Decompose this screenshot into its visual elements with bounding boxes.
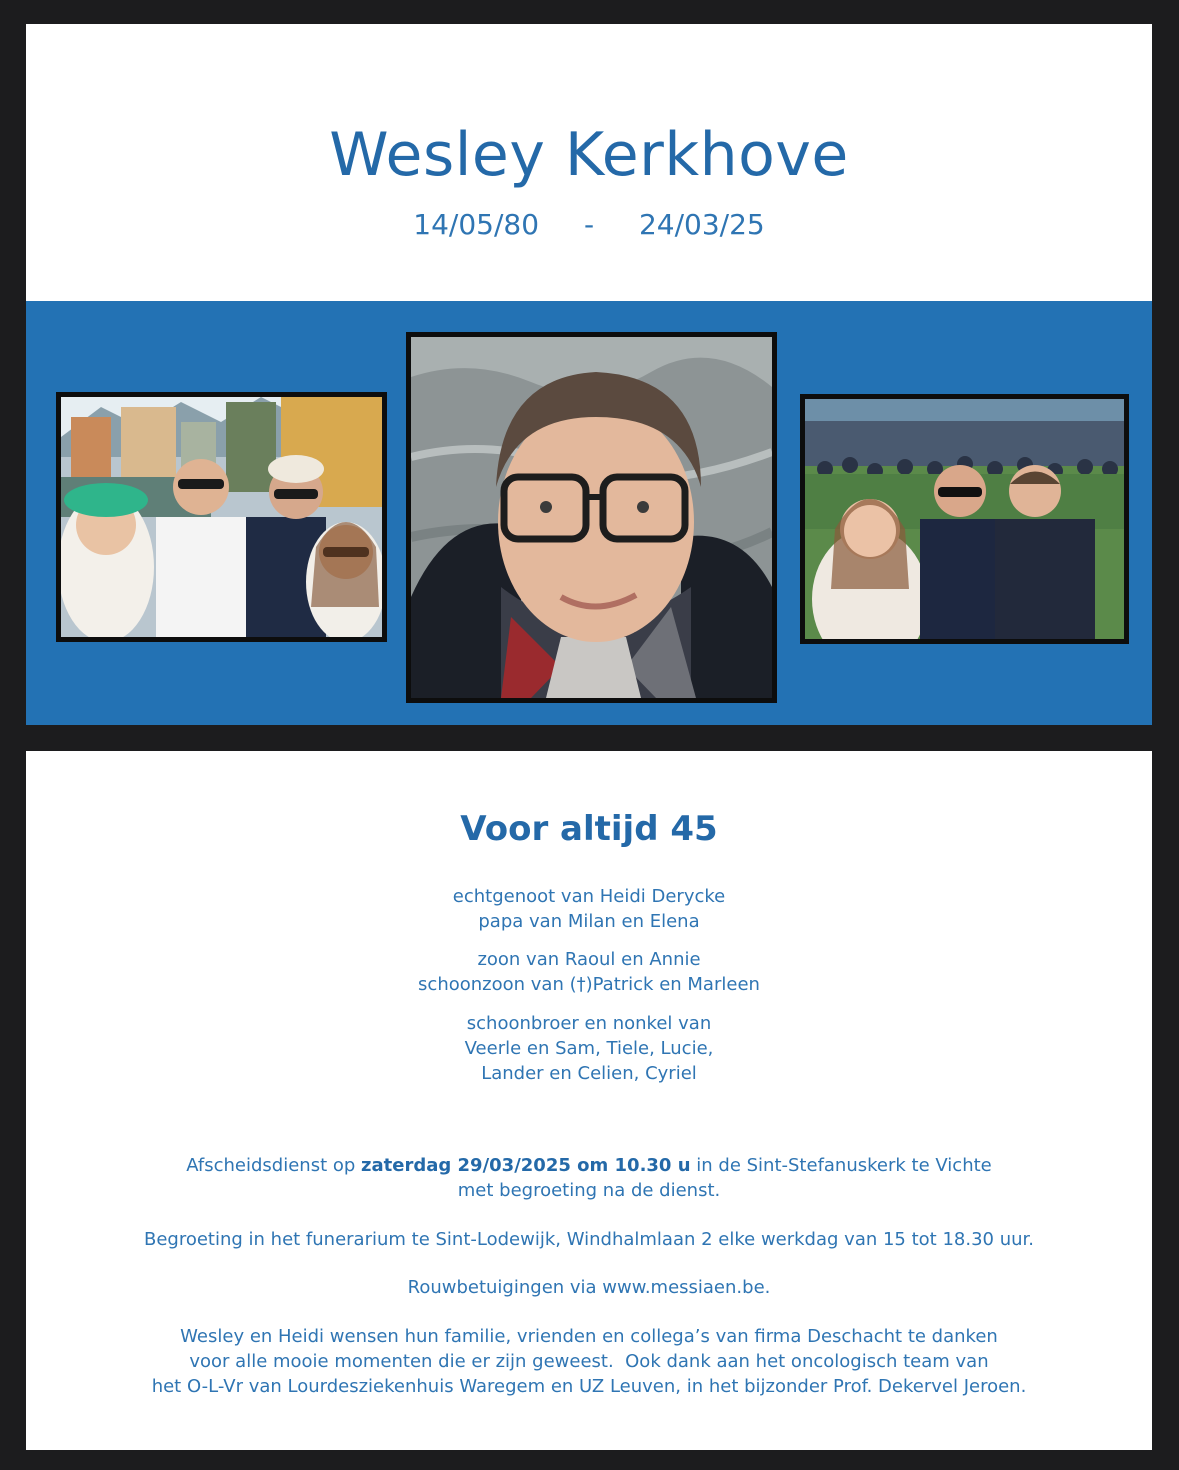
service-line-2: met begroeting na de dienst. <box>457 1180 721 1201</box>
date-separator: - <box>583 208 595 241</box>
funeral-service-info <box>26 1153 1152 1203</box>
family-line: echtgenoot van Heidi Derycke <box>452 886 726 907</box>
family-block-spouse <box>26 884 1152 934</box>
service-prefix: Afscheidsdienst op <box>186 1155 362 1176</box>
birth-date: 14/05/80 <box>413 208 540 241</box>
memorial-card-back <box>26 751 1152 1450</box>
death-date: 24/03/25 <box>638 208 765 241</box>
thanks-message <box>26 1324 1152 1399</box>
memorial-headline: Voor altijd 45 <box>460 809 718 849</box>
family-photo-canal <box>56 392 387 642</box>
memorial-card-front <box>26 24 1152 725</box>
family-photo-stadium <box>800 394 1129 644</box>
photo-band <box>26 301 1152 725</box>
service-location: in de Sint-Stefanuskerk te Vichte <box>690 1155 992 1176</box>
family-line: zoon van Raoul en Annie <box>477 949 701 970</box>
thanks-line: Wesley en Heidi wensen hun familie, vrienden en collega’s van firma Deschacht te danken <box>180 1326 998 1347</box>
family-line: schoonzoon van (†)Patrick en Marleen <box>418 974 760 995</box>
portrait-photo-image <box>411 337 772 698</box>
family-block-parents <box>26 947 1152 997</box>
thanks-line: voor alle mooie momenten die er zijn geweest. Ook dank aan het oncologisch team van <box>189 1351 989 1372</box>
family-line: papa van Milan en Elena <box>478 911 700 932</box>
deceased-name: Wesley Kerkhove <box>329 120 849 190</box>
family-line: schoonbroer en nonkel van <box>466 1013 712 1034</box>
condolences-info: Rouwbetuigingen via www.messiaen.be. <box>407 1277 771 1298</box>
portrait-photo <box>406 332 777 703</box>
family-photo-stadium-image <box>805 399 1124 639</box>
visitation-info: Begroeting in het funerarium te Sint-Lodewijk, Windhalmlaan 2 elke werkdag van 15 tot 18.30 uur. <box>143 1229 1034 1250</box>
family-line: Veerle en Sam, Tiele, Lucie, <box>464 1038 714 1059</box>
service-date-time: zaterdag 29/03/2025 om 10.30 u <box>361 1155 691 1176</box>
family-block-relatives <box>26 1011 1152 1086</box>
family-line: Lander en Celien, Cyriel <box>481 1063 697 1084</box>
family-photo-canal-image <box>61 397 382 637</box>
life-dates <box>26 208 1152 241</box>
thanks-line: het O-L-Vr van Lourdesziekenhuis Waregem en UZ Leuven, in het bijzonder Prof. Dekervel Jeroen. <box>151 1376 1027 1397</box>
